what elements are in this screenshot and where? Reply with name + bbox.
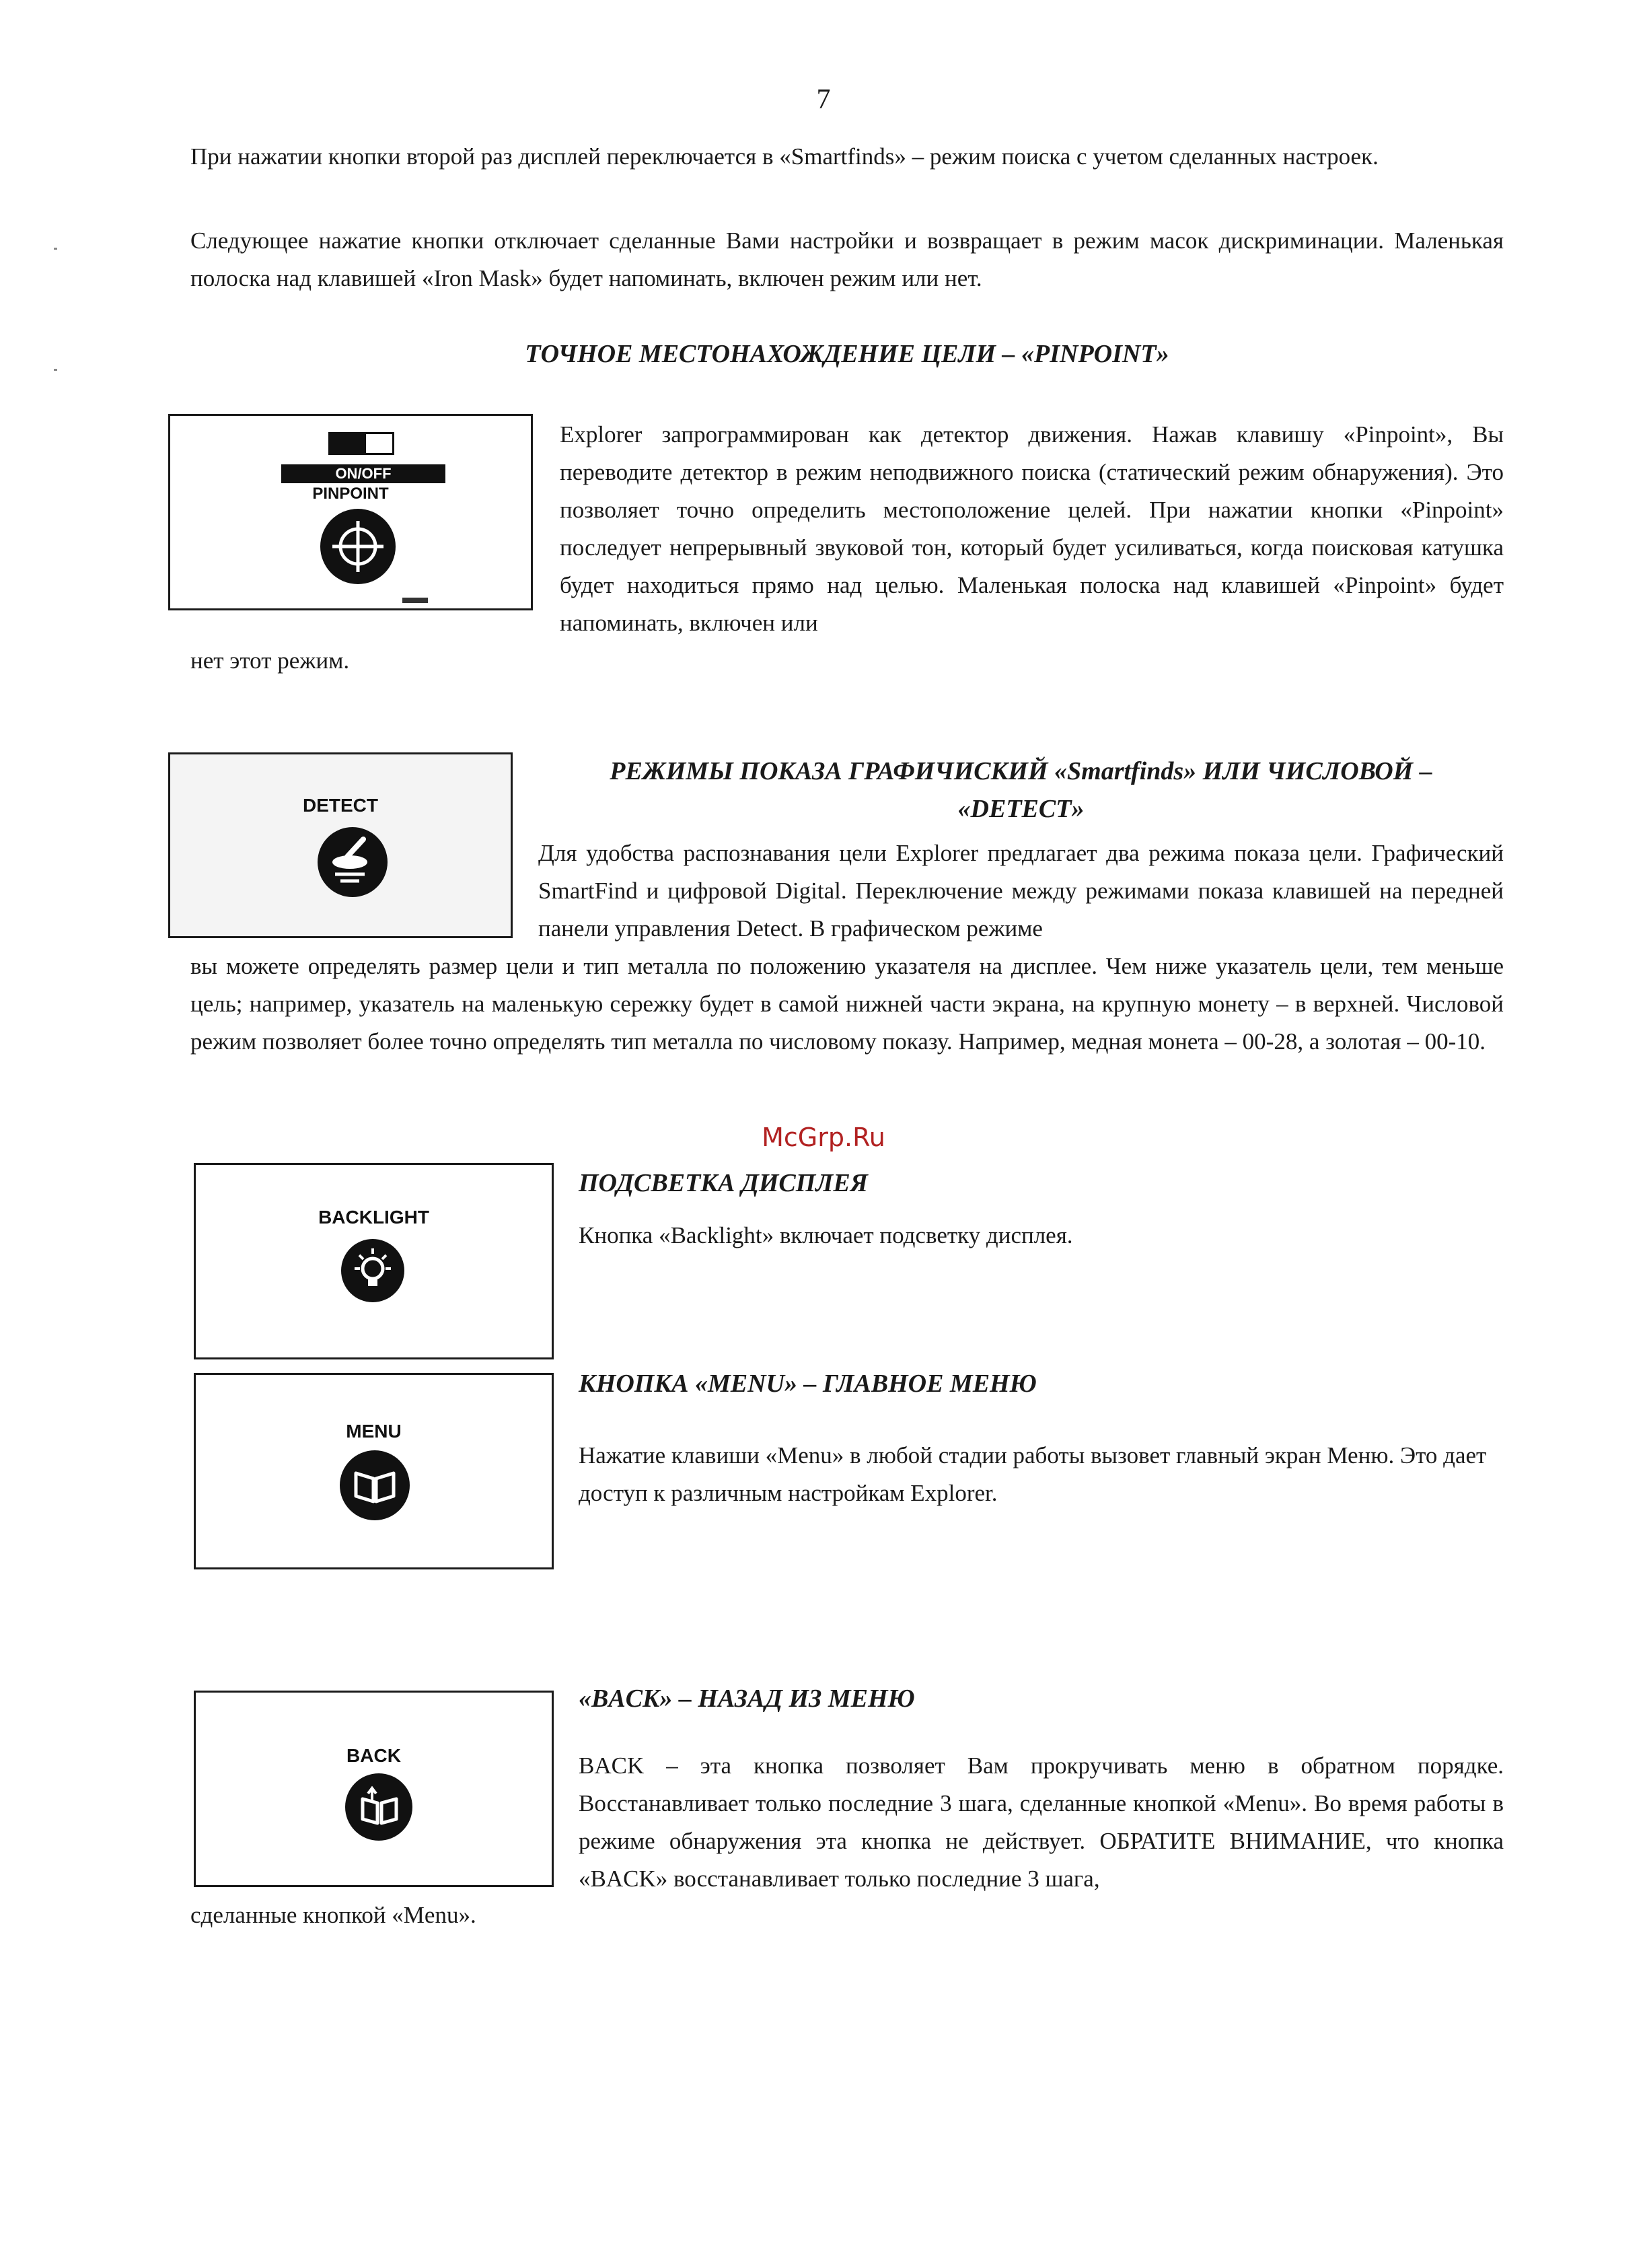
menu-text: Нажатие клавиши «Menu» в любой стадии работы вызовет главный экран Меню. Это дает доступ к различным настройкам Explorer. [579, 1442, 1487, 1506]
back-button-panel [194, 1691, 554, 1887]
back-heading: «BACK» – НАЗАД ИЗ МЕНЮ [579, 1685, 915, 1713]
back-text-end: сделанные кнопкой «Menu». [190, 1902, 476, 1928]
detect-heading-line-1: РЕЖИМЫ ПОКАЗА ГРАФИЧИСКИЙ «Smartfinds» ИЛИ ЧИСЛОВОЙ – [610, 757, 1432, 785]
back-button[interactable] [345, 1773, 412, 1841]
book-icon [340, 1450, 410, 1520]
pinpoint-text [560, 416, 1504, 642]
coil-icon [318, 827, 388, 897]
scan-mark [54, 248, 57, 250]
menu-heading: КНОПКА «MENU» – ГЛАВНОЕ МЕНЮ [579, 1370, 1037, 1398]
intro-paragraph-2: Следующее нажатие кнопки отключает сделанные Вами настройки и возвращает в режим масок дискриминации. Маленькая полоска над клавишей «Iron Mask» будет напоминать, включен режим или нет. [190, 227, 1504, 291]
onoff-indicator [328, 432, 394, 455]
pinpoint-description: Explorer запрограммирован как детектор движения. Нажав клавишу «Pinpoint», Вы переводите детектор в режим неподвижного поиска (статический режим обнаружения). Это позволяет точно определить местоположение целей. При нажатии кнопки «Pinpoint» последует непрерывный звуковой тон, который будет усиливаться, когда поисковая катушка будет находиться прямо над целью. Маленькая полоска над клавишей «Pinpoint» будет напоминать, включен или [560, 421, 1504, 636]
back-button-label: BACK [346, 1745, 401, 1766]
scan-mark [54, 369, 57, 371]
page-number: 7 [816, 84, 831, 115]
intro-paragraph-1: При нажатии кнопки второй раз дисплей переключается в «Smartfinds» – режим поиска с учетом сделанных настроек. [190, 143, 1379, 170]
menu-button-panel [194, 1373, 554, 1569]
back-text: BACK – эта кнопка позволяет Вам прокручивать меню в обратном порядке. Восстанавливает только последние 3 шага, сделанные кнопкой «Menu». Во время работы в режиме обнаружения эта кнопка не действует. ОБРАТИТЕ ВНИМАНИЕ, что кнопка «BACK» восстанавливает только последние 3 шага, [579, 1752, 1504, 1892]
panel-mark [402, 598, 428, 603]
book-back-icon [345, 1773, 412, 1841]
pinpoint-heading: ТОЧНОЕ МЕСТОНАХОЖДЕНИЕ ЦЕЛИ – «PINPOINT» [525, 340, 1169, 368]
pinpoint-button-label: PINPOINT [312, 485, 389, 503]
detect-button[interactable] [318, 827, 388, 897]
pinpoint-text-end: нет этот режим. [190, 647, 350, 674]
backlight-text: Кнопка «Backlight» включает подсветку дисплея. [579, 1222, 1073, 1248]
backlight-button-label: BACKLIGHT [318, 1207, 429, 1228]
menu-button-label: MENU [346, 1421, 402, 1442]
pinpoint-button[interactable] [320, 509, 396, 584]
pinpoint-button-panel [168, 414, 533, 610]
backlight-heading: ПОДСВЕТКА ДИСПЛЕЯ [579, 1169, 868, 1197]
onoff-label: ON/OFF [281, 464, 445, 483]
menu-button[interactable] [340, 1450, 410, 1520]
detect-button-label: DETECT [303, 795, 378, 816]
detect-text-top: Для удобства распознавания цели Explorer предлагает два режима показа цели. Графический SmartFind и цифровой Digital. Переключение между режимами показа клавишей на передней панели управления Detect. В графическом режиме [538, 840, 1504, 942]
crosshair-icon [320, 509, 396, 584]
lightbulb-icon [341, 1239, 404, 1302]
watermark: McGrp.Ru [762, 1123, 885, 1152]
detect-heading-line-2: «DETECT» [957, 795, 1085, 823]
backlight-button[interactable] [341, 1239, 404, 1302]
detect-text-bottom: вы можете определять размер цели и тип металла по положению указателя на дисплее. Чем ниже указатель цели, тем меньше цель; например, указатель на маленькую сережку будет в самой нижней части экрана, на крупную монету – в верхней. Числовой режим позволяет более точно определять тип металла по числовому показу. Например, медная монета – 00-28, а золотая – 00-10. [190, 953, 1504, 1055]
backlight-button-panel [194, 1163, 554, 1359]
detect-button-panel [168, 752, 513, 938]
